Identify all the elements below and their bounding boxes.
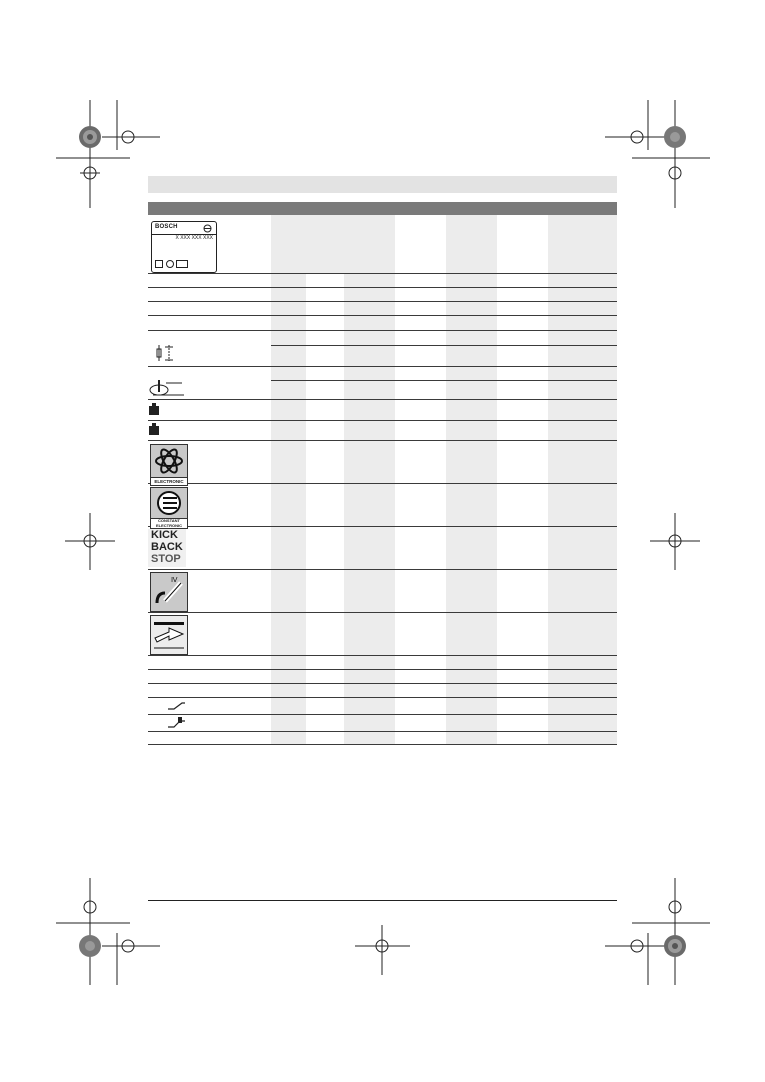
tool-change-icon — [150, 572, 188, 612]
weight-icon — [148, 423, 160, 435]
row-divider — [148, 273, 617, 274]
row-divider — [148, 366, 617, 367]
kickback-stop-icon — [148, 529, 186, 567]
row-divider — [271, 345, 617, 346]
row-divider — [148, 612, 617, 613]
cutting-depth-icon — [148, 378, 184, 398]
constant-label: CONSTANT — [158, 518, 180, 523]
nameplate-brand: BOSCH — [155, 224, 178, 230]
row-divider — [271, 380, 617, 381]
nameplate-code: X XXX XXX XXX — [175, 235, 213, 241]
kickback-line-2: BACK — [151, 541, 183, 553]
row-divider — [148, 315, 617, 316]
weight-icon — [148, 403, 160, 415]
svg-text:Ⅳ: Ⅳ — [171, 577, 178, 584]
row-divider — [148, 287, 617, 288]
title-band — [148, 202, 617, 215]
electronic-icon — [150, 444, 188, 486]
nameplate-icon — [151, 221, 217, 273]
column-shade — [271, 215, 306, 745]
header-band — [148, 176, 617, 193]
kickback-line-3: STOP — [151, 553, 181, 565]
column-shade — [548, 215, 617, 745]
row-divider — [148, 569, 617, 570]
spec-table — [148, 215, 617, 745]
row-divider — [148, 669, 617, 670]
row-divider — [148, 714, 617, 715]
constant-label-2: ELECTRONIC — [156, 522, 182, 528]
foot-plate-adjust-icon — [166, 715, 186, 729]
column-shade — [446, 215, 497, 745]
row-divider — [148, 330, 617, 331]
constant-electronic-icon — [150, 487, 188, 529]
row-divider — [148, 697, 617, 698]
stroke-height-icon — [151, 343, 177, 363]
kickback-line-1: KICK — [151, 529, 178, 541]
row-divider — [148, 655, 617, 656]
row-divider — [148, 744, 617, 745]
row-divider — [148, 399, 617, 400]
foot-plate-icon — [166, 699, 186, 711]
electronic-label: ELECTRONIC — [151, 477, 187, 485]
row-divider — [148, 683, 617, 684]
row-divider — [148, 440, 617, 441]
row-divider — [148, 483, 617, 484]
column-shade-header — [271, 215, 395, 273]
blow-off-icon — [150, 615, 188, 655]
row-divider — [148, 420, 617, 421]
row-divider — [148, 731, 617, 732]
column-shade — [344, 215, 395, 745]
footer-rule — [148, 900, 617, 901]
row-divider — [148, 301, 617, 302]
